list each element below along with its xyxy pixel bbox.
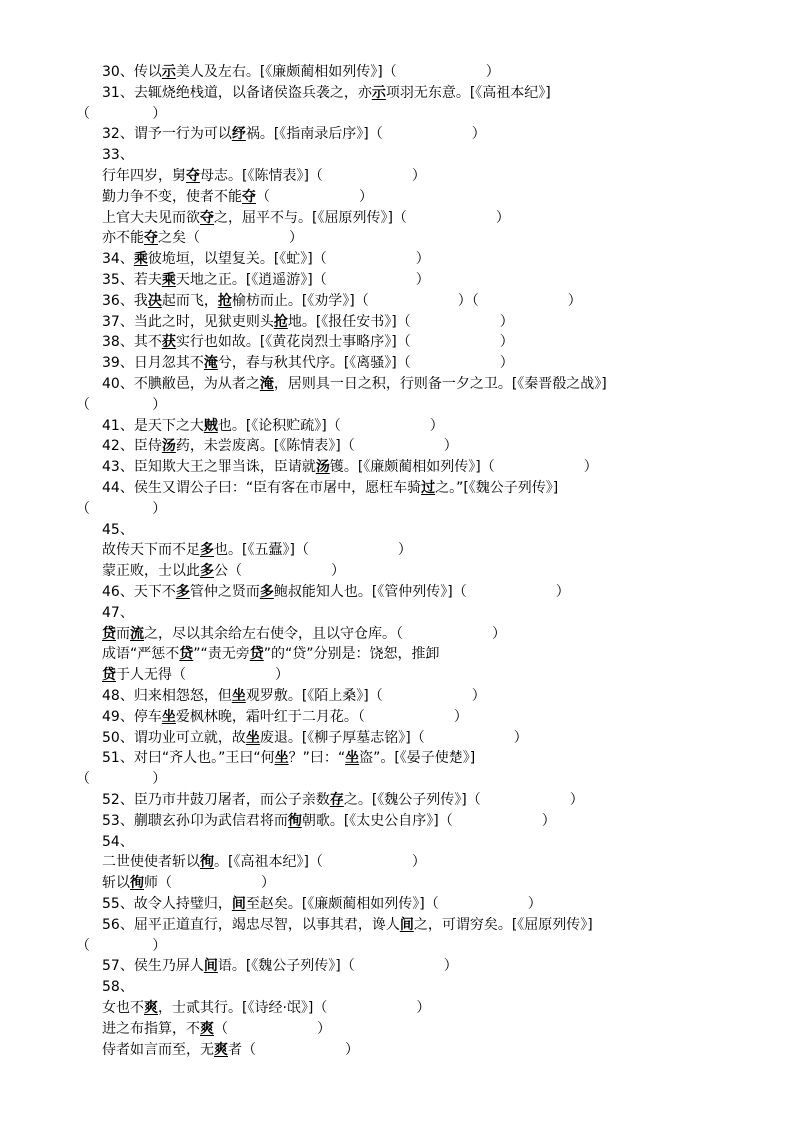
text-segment: 也。[《五蠹》]（ ） bbox=[214, 542, 412, 558]
emphasized-character: 抢 bbox=[273, 314, 288, 330]
text-line bbox=[102, 790, 584, 810]
text-line bbox=[102, 603, 134, 623]
text-line bbox=[102, 166, 426, 186]
text-segment: 美人及左右。[《廉颇蔺相如列传》]（ ） bbox=[175, 64, 500, 80]
text-line bbox=[102, 374, 607, 394]
emphasized-character: 淹 bbox=[203, 355, 218, 371]
text-segment: 管仲之贤而 bbox=[189, 584, 260, 600]
text-segment: 48、归来相怨怒，但 bbox=[102, 688, 232, 704]
text-line bbox=[102, 665, 289, 685]
emphasized-character: 流 bbox=[130, 626, 144, 642]
text-segment: 废退。[《柳子厚墓志铭》]（ ） bbox=[259, 730, 528, 746]
text-line bbox=[102, 832, 134, 852]
emphasized-character: 纾 bbox=[231, 126, 246, 142]
emphasized-character: 爽 bbox=[214, 1042, 228, 1058]
text-segment: 项羽无东意。[《高祖本纪》] bbox=[385, 85, 551, 101]
emphasized-character: 坐 bbox=[161, 709, 176, 725]
emphasized-character: 乘 bbox=[161, 272, 176, 288]
emphasized-character: 示 bbox=[371, 85, 386, 101]
text-segment: 至赵矣。[《廉颇蔺相如列传》]（ ） bbox=[245, 896, 542, 912]
text-line bbox=[102, 436, 458, 456]
text-line bbox=[102, 478, 558, 498]
emphasized-character: 贷 bbox=[179, 646, 194, 662]
text-segment: 勤力争不变，使者不能 bbox=[102, 189, 242, 205]
emphasized-character: 多 bbox=[175, 584, 190, 600]
emphasized-character: 坐 bbox=[231, 688, 246, 704]
text-segment: 43、臣知欺大王之罪当诛，臣请就 bbox=[102, 459, 316, 475]
text-segment: ”的“贷”分别是：饶恕，推卸 bbox=[263, 646, 440, 662]
emphasized-character: 夺 bbox=[144, 230, 158, 246]
text-segment: 。[《高祖本纪》]（ ） bbox=[214, 854, 426, 870]
text-segment: 母志。[《陈情表》]（ ） bbox=[200, 168, 426, 184]
emphasized-character: 贷 bbox=[102, 667, 116, 683]
text-segment: 47、 bbox=[102, 605, 134, 621]
text-line bbox=[102, 416, 444, 436]
text-segment: 二世使使者斩以 bbox=[102, 854, 200, 870]
text-line bbox=[102, 228, 303, 248]
emphasized-character: 徇 bbox=[130, 875, 144, 891]
text-segment: （ ） bbox=[214, 1021, 332, 1037]
text-segment: 者（ ） bbox=[228, 1042, 360, 1058]
emphasized-character: 获 bbox=[161, 334, 176, 350]
emphasized-character: 决 bbox=[147, 293, 162, 309]
text-segment: ”“责无旁 bbox=[193, 646, 250, 662]
text-line bbox=[76, 769, 166, 789]
text-segment: 药，未尝废离。[《陈情表》]（ ） bbox=[175, 438, 458, 454]
text-segment: （ ） bbox=[76, 938, 167, 954]
text-line bbox=[102, 728, 528, 748]
text-segment: ？”曰：“ bbox=[288, 750, 346, 766]
text-line bbox=[102, 145, 134, 165]
text-line bbox=[102, 686, 486, 706]
text-line bbox=[102, 249, 430, 269]
text-line bbox=[102, 312, 514, 332]
emphasized-character: 坐 bbox=[245, 730, 260, 746]
emphasized-character: 抢 bbox=[217, 293, 232, 309]
text-segment: 师（ ） bbox=[144, 875, 276, 891]
text-segment: 46、天下不 bbox=[102, 584, 176, 600]
emphasized-character: 多 bbox=[200, 542, 214, 558]
text-segment: 38、其不 bbox=[102, 334, 162, 350]
text-segment: 于人无得（ ） bbox=[116, 667, 290, 683]
text-segment: 36、我 bbox=[102, 293, 148, 309]
text-segment: 亦不能 bbox=[102, 230, 144, 246]
text-segment: 57、侯生乃屏人 bbox=[102, 958, 204, 974]
text-segment: 蒙正败，士以此 bbox=[102, 563, 200, 579]
text-line bbox=[102, 624, 506, 644]
text-segment: 故传天下而不足 bbox=[102, 542, 200, 558]
text-segment: 祸。[《指南录后序》]（ ） bbox=[245, 126, 486, 142]
text-segment: 32、谓予一行为可以 bbox=[102, 126, 232, 142]
text-segment: 之，可谓穷矣。[《屈原列传》] bbox=[413, 917, 593, 933]
text-segment: 56、屈平正道直行，竭忠尽智，以事其君，谗人 bbox=[102, 917, 400, 933]
text-segment: 公（ ） bbox=[214, 563, 346, 579]
text-line bbox=[102, 62, 500, 82]
emphasized-character: 贷 bbox=[102, 626, 116, 642]
text-segment: 而 bbox=[116, 626, 130, 642]
text-segment: 成语“严惩不 bbox=[102, 646, 180, 662]
text-segment: 39、日月忽其不 bbox=[102, 355, 204, 371]
emphasized-character: 存 bbox=[329, 792, 344, 808]
text-segment: ，居则具一日之积，行则备一夕之卫。[《秦晋殽之战》] bbox=[273, 376, 607, 392]
text-segment: 58、 bbox=[102, 979, 134, 995]
text-segment: 31、去辄烧绝栈道，以备诸侯盗兵袭之，亦 bbox=[102, 85, 372, 101]
text-line bbox=[102, 582, 570, 602]
text-line bbox=[102, 956, 458, 976]
text-segment: 34、 bbox=[102, 251, 134, 267]
text-line bbox=[102, 748, 475, 768]
emphasized-character: 示 bbox=[161, 64, 176, 80]
text-line bbox=[102, 187, 373, 207]
text-segment: 兮，春与秋其代序。[《离骚》]（ ） bbox=[217, 355, 514, 371]
text-segment: 鲍叔能知人也。[《管仲列传》]（ ） bbox=[273, 584, 570, 600]
text-segment: 语。[《魏公子列传》]（ ） bbox=[217, 958, 458, 974]
text-line bbox=[102, 520, 134, 540]
text-line bbox=[102, 1040, 359, 1060]
text-segment: 44、侯生又谓公子曰：“臣有客在市屠中，愿枉车骑 bbox=[102, 480, 422, 496]
text-segment: 女也不 bbox=[102, 1000, 144, 1016]
text-segment: 盗”。[《晏子使楚》] bbox=[359, 750, 476, 766]
text-segment: 行年四岁，舅 bbox=[102, 168, 186, 184]
text-line bbox=[76, 936, 166, 956]
text-line bbox=[102, 977, 134, 997]
text-segment: ，士贰其行。[《诗经·氓》]（ ） bbox=[158, 1000, 431, 1016]
emphasized-character: 多 bbox=[200, 563, 214, 579]
text-segment: 侍者如言而至，无 bbox=[102, 1042, 214, 1058]
text-segment: （ ） bbox=[76, 771, 167, 787]
text-line bbox=[102, 270, 430, 290]
text-segment: 35、若夫 bbox=[102, 272, 162, 288]
emphasized-character: 坐 bbox=[274, 750, 289, 766]
text-line bbox=[102, 124, 486, 144]
text-segment: （ ） bbox=[76, 106, 167, 122]
text-segment: 进之布指算，不 bbox=[102, 1021, 200, 1037]
text-segment: 起而飞， bbox=[161, 293, 218, 309]
text-segment: （ ） bbox=[76, 501, 167, 517]
text-segment: 41、是天下之大 bbox=[102, 418, 204, 434]
text-line bbox=[102, 894, 542, 914]
text-line bbox=[102, 291, 582, 311]
text-line bbox=[102, 1019, 331, 1039]
text-segment: 上官大夫见而欲 bbox=[102, 210, 200, 226]
text-line bbox=[102, 83, 551, 103]
text-line bbox=[102, 811, 556, 831]
emphasized-character: 间 bbox=[399, 917, 414, 933]
text-line bbox=[102, 561, 345, 581]
emphasized-character: 贼 bbox=[203, 418, 218, 434]
emphasized-character: 爽 bbox=[144, 1000, 158, 1016]
text-segment: 彼垝垣，以望复关。[《虻》]（ ） bbox=[147, 251, 430, 267]
text-segment: 49、停车 bbox=[102, 709, 162, 725]
text-segment: 45、 bbox=[102, 522, 134, 538]
text-line bbox=[102, 998, 430, 1018]
text-segment: 天地之正。[《逍遥游》]（ ） bbox=[175, 272, 430, 288]
text-segment: 朝歌。[《太史公自序》]（ ） bbox=[301, 813, 556, 829]
emphasized-character: 乘 bbox=[133, 251, 148, 267]
emphasized-character: 夺 bbox=[186, 168, 200, 184]
text-segment: 42、臣侍 bbox=[102, 438, 162, 454]
text-line bbox=[102, 873, 275, 893]
emphasized-character: 间 bbox=[231, 896, 246, 912]
text-segment: 55、故令人持璧归， bbox=[102, 896, 232, 912]
text-segment: 观罗敷。[《陌上桑》]（ ） bbox=[245, 688, 486, 704]
text-segment: 33、 bbox=[102, 147, 134, 163]
text-segment: （ ） bbox=[256, 189, 374, 205]
text-segment: 也。[《论积贮疏》]（ ） bbox=[217, 418, 444, 434]
text-line bbox=[102, 540, 412, 560]
text-segment: 爱枫林晚，霜叶红于二月花。（ ） bbox=[175, 709, 468, 725]
emphasized-character: 徇 bbox=[200, 854, 214, 870]
text-segment: 30、传以 bbox=[102, 64, 162, 80]
text-segment: 50、谓功业可立就，故 bbox=[102, 730, 246, 746]
emphasized-character: 贷 bbox=[249, 646, 264, 662]
text-segment: 地。[《报任安书》]（ ） bbox=[287, 314, 514, 330]
emphasized-character: 徇 bbox=[287, 813, 302, 829]
text-line bbox=[102, 852, 426, 872]
text-segment: 实行也如故。[《黄花岗烈士事略序》]（ ） bbox=[175, 334, 514, 350]
emphasized-character: 夺 bbox=[200, 210, 214, 226]
emphasized-character: 汤 bbox=[161, 438, 176, 454]
text-segment: 54、 bbox=[102, 834, 134, 850]
text-segment: 之矣（ ） bbox=[158, 230, 304, 246]
text-segment: 37、当此之时，见狱吏则头 bbox=[102, 314, 274, 330]
text-line bbox=[102, 353, 514, 373]
emphasized-character: 间 bbox=[203, 958, 218, 974]
text-line bbox=[102, 707, 468, 727]
text-segment: 51、对曰“齐人也。”王曰“何 bbox=[102, 750, 275, 766]
text-segment: 之，屈平不与。[《屈原列传》]（ ） bbox=[214, 210, 510, 226]
text-segment: 之。[《魏公子列传》]（ ） bbox=[343, 792, 584, 808]
text-segment: 之。”[《魏公子列传》] bbox=[435, 480, 559, 496]
text-segment: （ ） bbox=[76, 397, 167, 413]
emphasized-character: 爽 bbox=[200, 1021, 214, 1037]
emphasized-character: 汤 bbox=[315, 459, 330, 475]
text-segment: 镬。[《廉颇蔺相如列传》]（ ） bbox=[329, 459, 598, 475]
text-segment: 榆枋而止。[《劝学》]（ ）（ ） bbox=[231, 293, 582, 309]
text-segment: 斩以 bbox=[102, 875, 130, 891]
text-segment: 53、蒯聩玄孙卬为武信君将而 bbox=[102, 813, 288, 829]
emphasized-character: 坐 bbox=[345, 750, 360, 766]
emphasized-character: 过 bbox=[421, 480, 436, 496]
text-segment: 52、臣乃市井鼓刀屠者，而公子亲数 bbox=[102, 792, 330, 808]
emphasized-character: 多 bbox=[259, 584, 274, 600]
text-line bbox=[76, 499, 166, 519]
text-segment: 之，尽以其余给左右使令，且以守仓库。（ ） bbox=[144, 626, 507, 642]
emphasized-character: 夺 bbox=[242, 189, 256, 205]
text-line bbox=[76, 104, 166, 124]
text-line bbox=[102, 332, 514, 352]
emphasized-character: 淹 bbox=[259, 376, 274, 392]
text-line bbox=[102, 644, 440, 664]
text-line bbox=[102, 915, 593, 935]
text-line bbox=[76, 395, 166, 415]
text-segment: 40、不腆敝邑，为从者之 bbox=[102, 376, 260, 392]
text-line bbox=[102, 457, 598, 477]
text-line bbox=[102, 208, 510, 228]
